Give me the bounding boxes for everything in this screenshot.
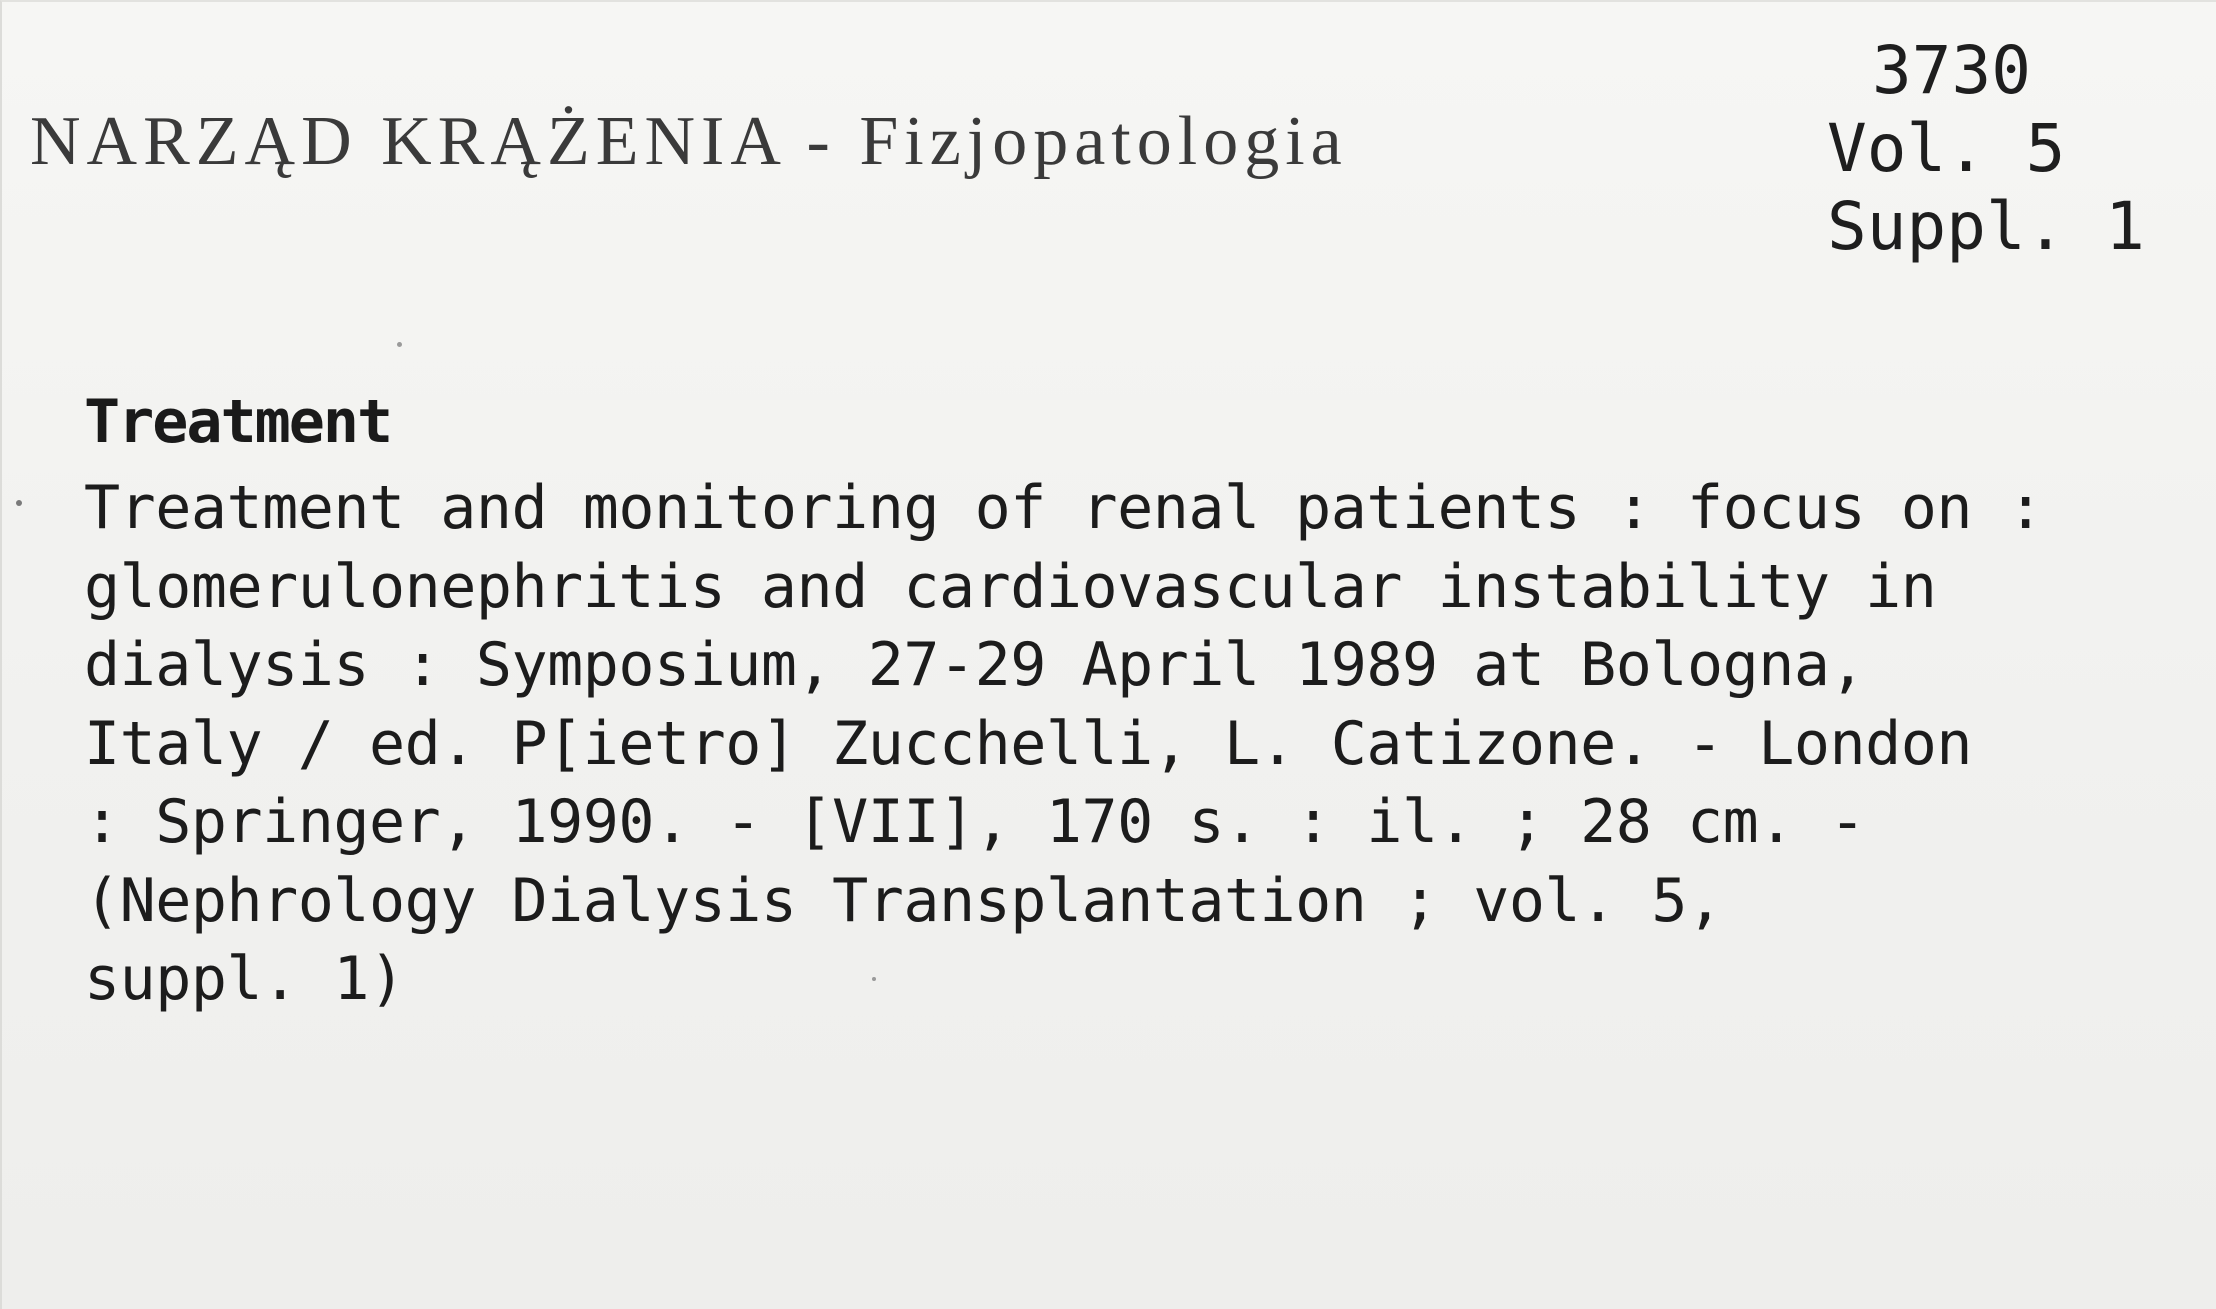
entry-line: Treatment and monitoring of renal patients : focus on : — [84, 473, 2044, 543]
entry-line: glomerulonephritis and cardiovascular instability in — [84, 551, 1937, 622]
subject-heading: Treatment — [84, 387, 392, 457]
margin-dot — [16, 500, 22, 506]
call-number-block — [1827, 32, 2145, 266]
entry-line: suppl. 1) — [84, 944, 405, 1014]
supplement-label: Suppl. 1 — [1827, 188, 2145, 265]
entry-line: : Springer, 1990. - [VII], 170 s. : il. ; 28 cm. - — [84, 787, 1866, 857]
entry-line: Italy / ed. P[ietro] Zucchelli, L. Catizone. - London — [84, 708, 1973, 779]
call-number: 3730 — [1872, 32, 2031, 109]
entry-line: (Nephrology Dialysis Transplantation ; vol. 5, — [84, 865, 1723, 936]
entry-line: dialysis : Symposium, 27-29 April 1989 at Bologna, — [84, 630, 1866, 700]
volume-label: Vol. 5 — [1827, 110, 2066, 187]
bibliographic-entry — [84, 469, 2043, 1019]
paper-speck — [397, 342, 402, 347]
card-heading: NARZĄD KRĄŻENIA - Fizjopatologia — [30, 103, 1348, 180]
